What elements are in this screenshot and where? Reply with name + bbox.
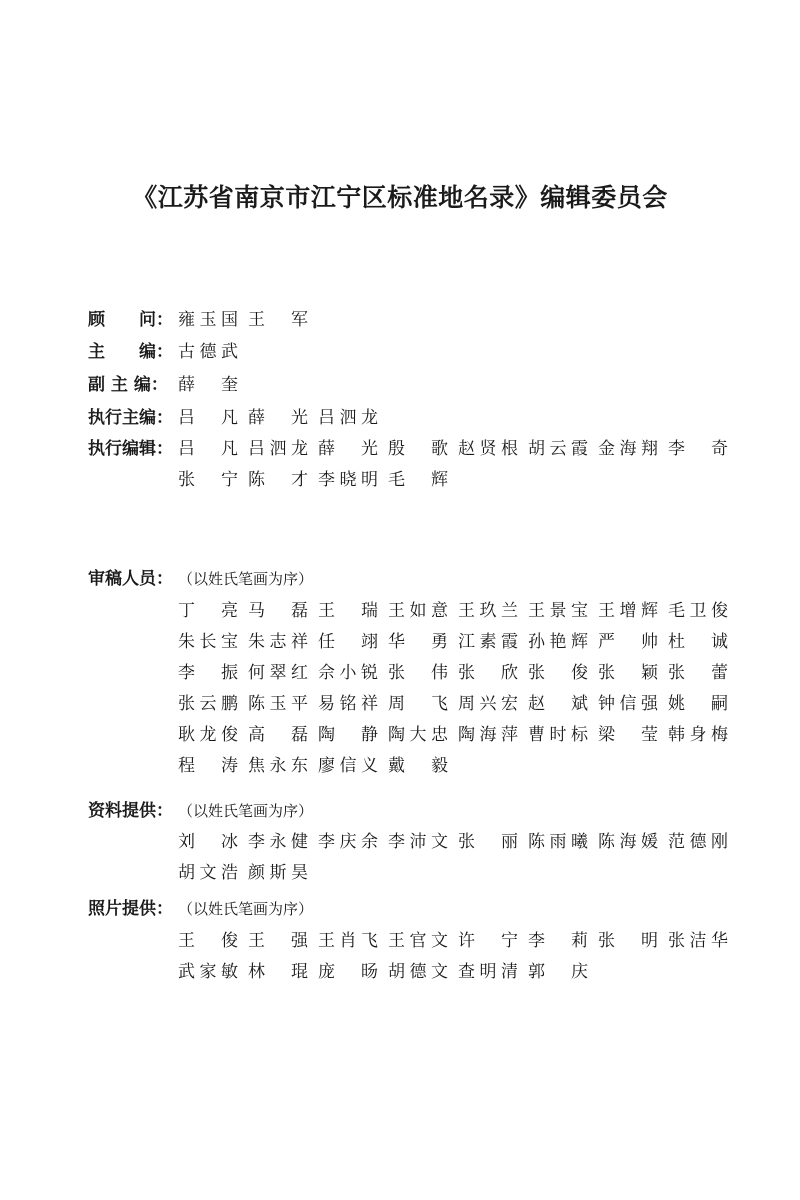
- person-name: 李 振: [178, 663, 238, 683]
- deputy-chief-editor-names: [178, 370, 778, 401]
- person-name: 朱长宝: [178, 632, 238, 652]
- advisor-names: [178, 305, 778, 336]
- person-name: 高 磊: [248, 725, 308, 745]
- reviewers-label: 审稿人员：: [88, 569, 173, 589]
- person-name: 薛 奎: [178, 375, 238, 395]
- photo-providers-note: （以姓氏笔画为序）: [178, 900, 314, 918]
- person-name: 华 勇: [388, 632, 448, 652]
- person-name: 李庆余: [318, 832, 378, 852]
- person-name: 马 磊: [248, 601, 308, 621]
- person-name: 程 涛: [178, 756, 238, 776]
- person-name: 严 帅: [598, 632, 658, 652]
- person-name: 张 俊: [528, 663, 588, 683]
- person-name: 胡德文: [388, 962, 448, 982]
- person-name: 陶大忠: [388, 725, 448, 745]
- person-name: 查明清: [458, 962, 518, 982]
- person-name: 李沛文: [388, 832, 448, 852]
- person-name: 王玖兰: [458, 601, 518, 621]
- person-name: 陈海媛: [598, 832, 658, 852]
- person-name: 周 飞: [388, 694, 448, 714]
- advisor-label: 顾 问：: [88, 310, 173, 330]
- page-title: 《江苏省南京市江宁区标准地名录》编辑委员会: [132, 183, 668, 212]
- person-name: 何翠红: [248, 663, 308, 683]
- person-name: 王增辉: [598, 601, 658, 621]
- executive-editors-label: 执行编辑：: [88, 439, 173, 459]
- person-name: 杜 诚: [668, 632, 728, 652]
- person-name: 薛 光: [318, 439, 378, 459]
- person-name: 王 俊: [178, 931, 238, 951]
- person-name: 张云鹏: [178, 694, 238, 714]
- person-name: 任 翊: [318, 632, 378, 652]
- person-name: 张 欣: [458, 663, 518, 683]
- person-name: 赵贤根: [458, 439, 518, 459]
- person-name: 毛卫俊: [668, 601, 728, 621]
- person-name: 王官文: [388, 931, 448, 951]
- person-name: 金海翔: [598, 439, 658, 459]
- person-name: 张 明: [598, 931, 658, 951]
- data-providers-label: 资料提供：: [88, 801, 173, 821]
- person-name: 陶海萍: [458, 725, 518, 745]
- person-name: 刘 冰: [178, 832, 238, 852]
- person-name: 吕 凡: [178, 439, 238, 459]
- person-name: 赵 斌: [528, 694, 588, 714]
- person-name: 李晓明: [318, 470, 378, 490]
- person-name: 古德武: [178, 342, 238, 362]
- person-name: 许 宁: [458, 931, 518, 951]
- person-name: 耿龙俊: [178, 725, 238, 745]
- person-name: 陶 静: [318, 725, 378, 745]
- person-name: 颜斯昊: [248, 863, 308, 883]
- person-name: 李 莉: [528, 931, 588, 951]
- person-name: 梁 莹: [598, 725, 658, 745]
- person-name: 薛 光: [248, 408, 308, 428]
- data-providers-names: [178, 827, 778, 889]
- person-name: 吕 凡: [178, 408, 238, 428]
- person-name: 韩身梅: [668, 725, 728, 745]
- chief-editor-label: 主 编：: [88, 342, 173, 362]
- executive-chief-editor-label: 执行主编：: [88, 408, 173, 428]
- person-name: 吕泗龙: [248, 439, 308, 459]
- person-name: 周兴宏: [458, 694, 518, 714]
- person-name: 张 丽: [458, 832, 518, 852]
- deputy-chief-editor-label: 副 主 编：: [88, 375, 168, 395]
- person-name: 江素霞: [458, 632, 518, 652]
- data-providers-note: （以姓氏笔画为序）: [178, 802, 314, 820]
- person-name: 戴 毅: [388, 756, 448, 776]
- person-name: 胡文浩: [178, 863, 238, 883]
- executive-chief-editor-names: [178, 403, 778, 434]
- person-name: 曹时标: [528, 725, 588, 745]
- person-name: 郭 庆: [528, 962, 588, 982]
- person-name: 张 蕾: [668, 663, 728, 683]
- person-name: 王如意: [388, 601, 448, 621]
- person-name: 李永健: [248, 832, 308, 852]
- reviewers-names: [178, 596, 778, 782]
- person-name: 陈 才: [248, 470, 308, 490]
- person-name: 张 伟: [388, 663, 448, 683]
- person-name: 王 强: [248, 931, 308, 951]
- photo-providers-names: [178, 926, 778, 988]
- person-name: 朱志祥: [248, 632, 308, 652]
- person-name: 吕泗龙: [318, 408, 378, 428]
- person-name: 陈玉平: [248, 694, 308, 714]
- person-name: 庞 旸: [318, 962, 378, 982]
- person-name: 武家敏: [178, 962, 238, 982]
- person-name: 殷 歌: [388, 439, 448, 459]
- person-name: 张洁华: [668, 931, 728, 951]
- person-name: 廖信义: [318, 756, 378, 776]
- person-name: 易铭祥: [318, 694, 378, 714]
- person-name: 张 宁: [178, 470, 238, 490]
- person-name: 姚 嗣: [668, 694, 728, 714]
- person-name: 雍玉国: [178, 310, 238, 330]
- person-name: 佘小锐: [318, 663, 378, 683]
- person-name: 焦永东: [248, 756, 308, 776]
- reviewers-note: （以姓氏笔画为序）: [178, 570, 314, 588]
- person-name: 林 琨: [248, 962, 308, 982]
- person-name: 李 奇: [668, 439, 728, 459]
- photo-providers-label: 照片提供：: [88, 899, 173, 919]
- person-name: 范德刚: [668, 832, 728, 852]
- person-name: 王 瑞: [318, 601, 378, 621]
- person-name: 丁 亮: [178, 601, 238, 621]
- person-name: 王景宝: [528, 601, 588, 621]
- person-name: 毛 辉: [388, 470, 448, 490]
- person-name: 王 军: [248, 310, 308, 330]
- person-name: 张 颖: [598, 663, 658, 683]
- person-name: 胡云霞: [528, 439, 588, 459]
- chief-editor-names: [178, 337, 778, 368]
- person-name: 王肖飞: [318, 931, 378, 951]
- executive-editors-names: [178, 434, 778, 496]
- person-name: 钟信强: [598, 694, 658, 714]
- person-name: 孙艳辉: [528, 632, 588, 652]
- person-name: 陈雨曦: [528, 832, 588, 852]
